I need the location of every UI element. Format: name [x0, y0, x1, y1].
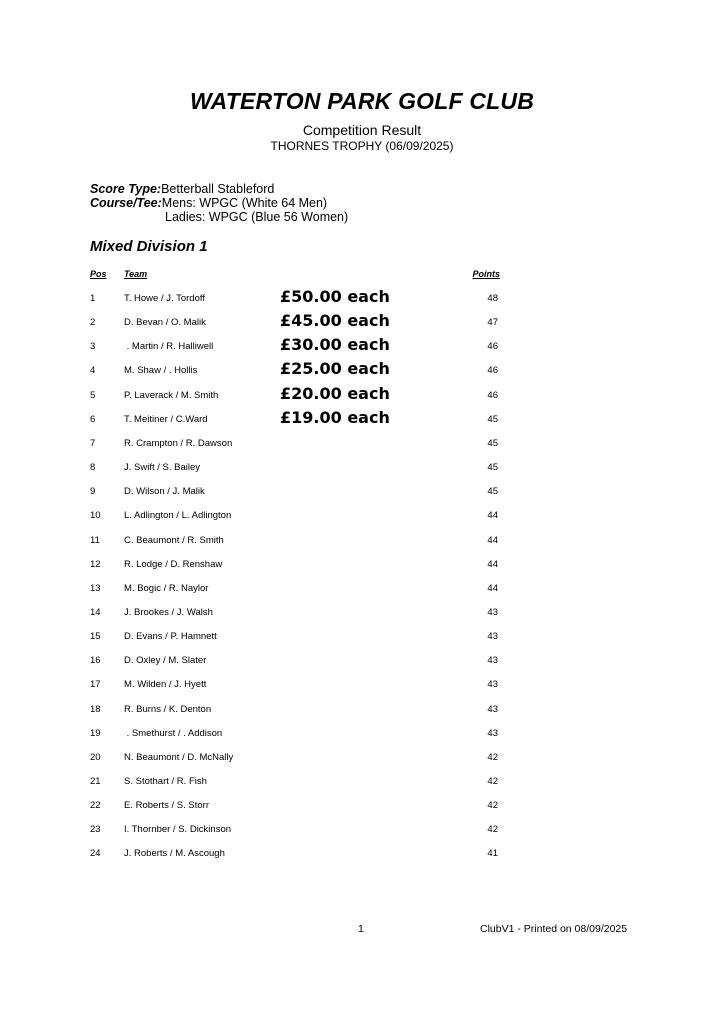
table-row [0, 337, 724, 357]
table-row [0, 603, 724, 623]
row-team: R. Burns / K. Denton [124, 703, 212, 715]
row-points: 43 [487, 703, 498, 715]
row-team: D. Oxley / M. Slater [124, 655, 207, 667]
row-team: T. Howe / J. Tordoff [124, 293, 205, 304]
row-pos: 23 [90, 824, 101, 836]
row-team: M. Shaw / . Hollis [124, 365, 198, 377]
row-team: . Smethurst / . Addison [124, 727, 223, 739]
row-points: 43 [487, 679, 498, 691]
row-team: D. Bevan / O. Malik [124, 317, 206, 329]
row-points: 45 [487, 437, 498, 449]
table-row [0, 772, 724, 792]
table-row [0, 482, 724, 502]
printed-info: ClubV1 - Printed on 08/09/2025 [480, 923, 628, 935]
row-points: 44 [487, 582, 498, 594]
table-row [0, 844, 724, 864]
table-row [0, 700, 724, 720]
row-pos: 7 [90, 437, 96, 449]
row-pos: 17 [90, 679, 101, 691]
table-row [0, 361, 724, 381]
row-team: M. Bogic / R. Naylor [124, 582, 209, 594]
course-tee-label: Course/Tee: [90, 196, 162, 210]
table-row [0, 383, 724, 406]
course-tee-ladies: Ladies: WPGC (Blue 56 Women) [165, 210, 349, 224]
row-team: M. Wilden / J. Hyett [124, 679, 207, 691]
row-pos: 15 [90, 631, 101, 643]
row-team: L. Adlington / L. Adlington [124, 510, 232, 522]
row-team: J. Brookes / J. Walsh [124, 607, 213, 618]
row-points: 42 [487, 800, 498, 812]
row-points: 47 [487, 317, 498, 329]
row-pos: 19 [90, 727, 101, 739]
row-pos: 12 [90, 558, 101, 570]
row-pos: 20 [90, 751, 101, 763]
row-points: 44 [487, 558, 498, 570]
row-pos: 13 [90, 582, 101, 594]
table-row [0, 748, 724, 768]
row-points: 43 [487, 727, 498, 739]
course-tee-line [90, 196, 327, 210]
row-prize: £50.00 each [280, 287, 390, 306]
row-team: E. Roberts / S. Storr [124, 800, 209, 812]
row-pos: 10 [90, 510, 101, 522]
row-pos: 8 [90, 462, 96, 473]
row-points: 43 [487, 655, 498, 667]
course-tee-mens: Mens: WPGC (White 64 Men) [161, 196, 328, 210]
row-team: D. Evans / P. Hamnett [124, 631, 217, 643]
row-points: 45 [487, 413, 498, 425]
table-row [0, 313, 724, 333]
row-pos: 14 [90, 607, 101, 618]
row-team: R. Crampton / R. Dawson [124, 437, 233, 449]
row-team: R. Lodge / D. Renshaw [124, 558, 223, 570]
page-number: 1 [358, 923, 364, 935]
score-type-line [90, 182, 274, 196]
row-pos: 18 [90, 703, 101, 715]
table-row [0, 651, 724, 671]
row-points: 43 [487, 607, 498, 618]
table-row [0, 555, 724, 575]
table-row [0, 434, 724, 454]
row-prize: £45.00 each [280, 311, 390, 331]
table-row [0, 724, 724, 744]
row-points: 42 [487, 824, 498, 836]
row-pos: 11 [90, 534, 100, 546]
table-row [0, 820, 724, 840]
table-row [0, 675, 724, 695]
row-team: D. Wilson / J. Malik [124, 486, 205, 498]
table-row [0, 579, 724, 599]
row-points: 46 [487, 365, 498, 377]
row-points: 45 [487, 486, 498, 498]
row-pos: 5 [90, 389, 96, 401]
table-row [0, 796, 724, 816]
row-points: 46 [487, 341, 498, 353]
row-pos: 22 [90, 800, 101, 812]
row-team: N. Beaumont / D. McNally [124, 751, 234, 763]
row-team: S. Stothart / R. Fish [124, 776, 207, 787]
row-pos: 2 [90, 317, 96, 329]
row-prize: £30.00 each [280, 335, 390, 355]
row-points: 43 [487, 631, 498, 643]
row-team: . Martin / R. Halliwell [124, 341, 214, 353]
document-subtitle: Competition Result [302, 122, 422, 138]
score-type-value: Betterball Stableford [161, 182, 275, 196]
division-title: Mixed Division 1 [90, 238, 208, 255]
row-points: 42 [487, 776, 498, 787]
competition-name: THORNES TROPHY (06/09/2025) [270, 139, 454, 153]
row-team: C. Beaumont / R. Smith [124, 534, 224, 546]
row-team: J. Swift / S. Bailey [124, 462, 201, 473]
row-team: J. Roberts / M. Ascough [124, 848, 225, 860]
row-pos: 24 [90, 848, 101, 860]
table-row [0, 407, 724, 430]
row-prize: £19.00 each [280, 407, 390, 427]
row-points: 44 [487, 510, 498, 522]
row-team: I. Thornber / S. Dickinson [124, 824, 232, 836]
row-points: 42 [487, 751, 498, 763]
column-header-team: Team [124, 269, 148, 279]
row-pos: 6 [90, 413, 96, 425]
row-pos: 16 [90, 655, 101, 667]
table-row [0, 458, 724, 478]
club-title: WATERTON PARK GOLF CLUB [189, 88, 535, 114]
table-row [0, 627, 724, 647]
row-points: 46 [487, 389, 498, 401]
row-prize: £25.00 each [280, 359, 390, 379]
table-row [0, 289, 724, 309]
row-pos: 4 [90, 365, 96, 377]
row-team: T. Meitiner / C.Ward [124, 413, 208, 425]
table-row [0, 506, 724, 526]
row-points: 41 [487, 848, 498, 860]
row-points: 48 [487, 293, 498, 304]
column-header-pos: Pos [90, 269, 107, 279]
row-team: P. Laverack / M. Smith [124, 389, 219, 401]
row-pos: 3 [90, 341, 96, 353]
row-points: 45 [487, 462, 498, 473]
score-type-label: Score Type: [90, 182, 162, 196]
row-pos: 9 [90, 486, 96, 498]
row-pos: 21 [90, 776, 101, 787]
column-header-points: Points [472, 269, 500, 279]
table-row [0, 531, 724, 551]
row-pos: 1 [90, 293, 96, 304]
row-points: 44 [487, 534, 498, 546]
row-prize: £20.00 each [280, 383, 390, 403]
